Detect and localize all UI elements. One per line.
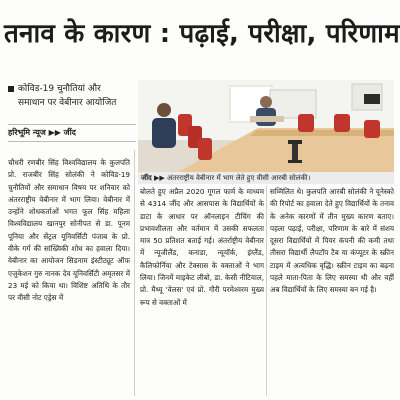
article-column-2: बोलते हुए अप्रैल 2020 गूगल फार्म के माध्यम से 4314 जींद और आसपास के विद्यार्थियों के डाटा के आधार पर ऑनलाइन टीचिंग की प्रभावशीलता और वर्तमान में उसकी सफलता मात्र 50 प्रतिशत बताई गई। अंतर्राष्ट्रीय वेबीनार में न्यूजीलैंड, कनाडा, न्यूयॉर्क, इंग्लैंड, कैलिफोर्निया और टेक्सास के वक्ताओं ने भाग लिया। जिनमें माइकेट लीबो, डा. केसी नीटियाल, प्रो. मैथ्यू 'वेलस' एवं प्रो. गौरी परमेश्वरम मुख्य रूप से वक्ताओं में — [140, 187, 264, 307]
article-subhead — [8, 82, 130, 110]
news-credit: हरिभूमि न्यूज ▶▶ जींद — [8, 124, 136, 142]
caption-text: अंतरराष्ट्रीय वेबीनार में भाग लेते हुए वीसी आरबी सोलंकी। — [166, 174, 311, 182]
article-headline: तनाव के कारण : पढ़ाई, परीक्षा, परिणाम — [4, 19, 400, 49]
square-bullet-icon — [8, 86, 14, 92]
article-column-3: सम्मिलित थे। कुलपति आरबी सोलंकी ने यूनेस्को की रिपोर्ट का हवाला देते हुए विद्यार्थियों के तनाव के अनेक कारणों में तीन मुख्य कारण बताए। पहला पढ़ाई, परीक्षा, परिणाम के बारे में संशय दूसरा विद्यार्थियों में पियर कंपनी की कमी तथा तीसरा विद्यार्थी लैपटॉप टैब या कंप्यूटर के स्क्रीन टाइम में अत्यधिक वृद्धि। स्क्रीन टाइम का बढ़ना पहले माता-पिता के लिए समस्या थी और वहीं अब विद्यार्थियों के लिए समस्या बन गई है। — [270, 187, 394, 295]
article-photo — [138, 80, 394, 172]
double-arrow-icon: ▶▶ — [151, 174, 167, 182]
subhead-line-1: कोविड-19 चुनौतियां और — [18, 84, 101, 94]
article-column-1: चौधरी रणबीर सिंह विश्वविद्यालय के कुलपति प्रो. राजबीर सिंह सोलंकी ने कोविड-19 चुनौतियों और समाधान विषय पर शनिवार को अंतरराष्ट्रीय वेबीनार में भाग लिया। वेबीनार में उन्होंने शोधकर्ताओं भगत फूल सिंह महिला विश्वविद्यालय खानपुर सोनीपत से डा. पूनम पूनिया और सेंट्रल यूनिवर्सिटी पंजाब के प्रो. वीके गर्ग की सांख्यिकी शोध का हवाला दिया। वेबीनार का आयोजन सिडनाम इंस्टीट्यूट ऑफ एजुकेशन गुरु नानक देव यूनिवर्सिटी अमृतसर में 23 मई को किया था। विशिष्ट अतिथि के तौर पर वीसी नोट एड्रेस में — [8, 158, 130, 303]
column-divider — [134, 150, 135, 396]
photo-caption — [138, 172, 394, 184]
column-divider — [266, 186, 267, 396]
subhead-line-2: समाधान पर वेबीनार आयोजित — [18, 98, 117, 108]
caption-place: जींद — [141, 174, 152, 182]
meeting-room-illustration — [138, 80, 394, 172]
